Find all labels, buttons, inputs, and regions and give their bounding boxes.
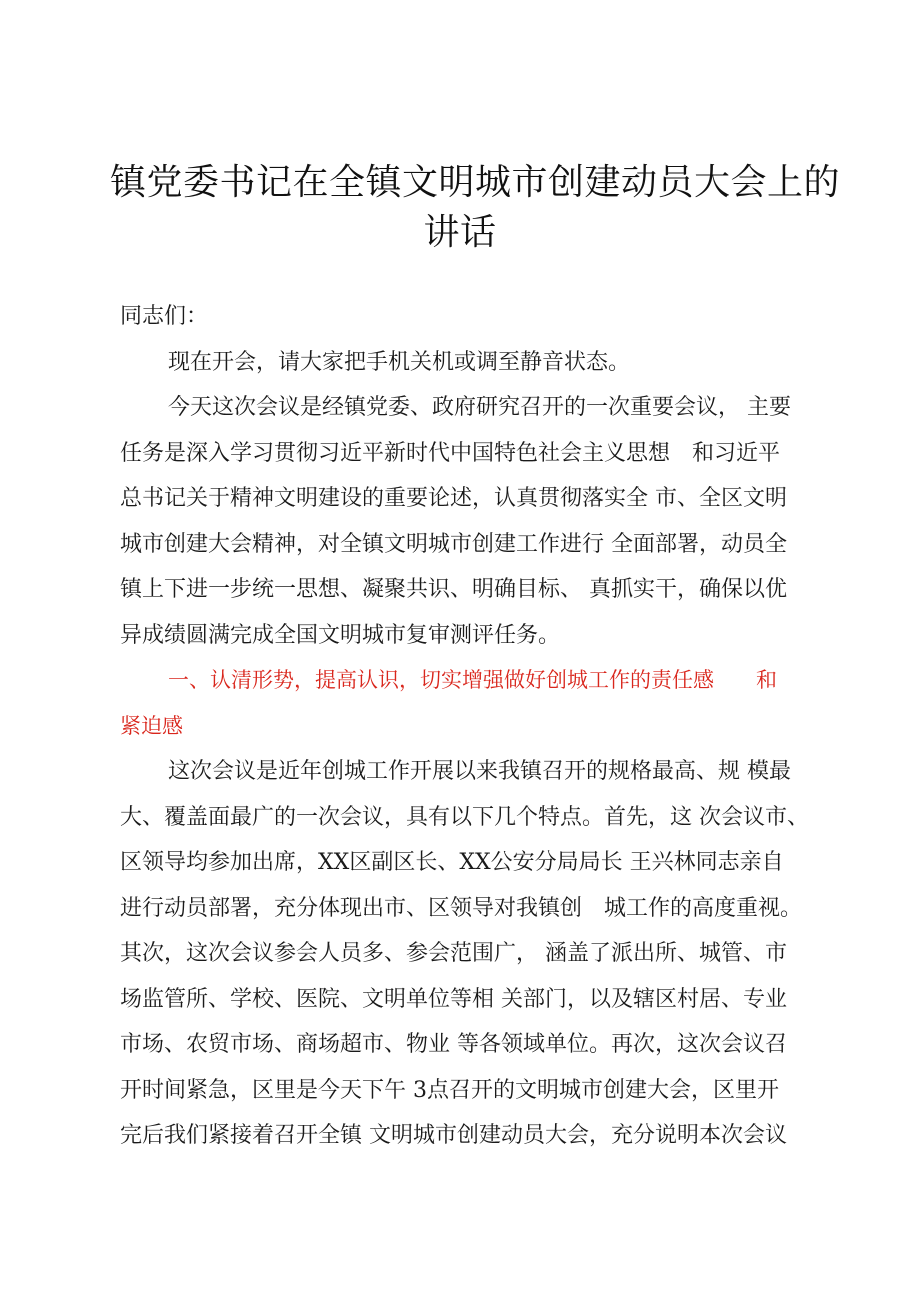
paragraph-line: 镇上下进一步统一思想、凝聚共识、明确目标、 真抓实干，确保以优	[120, 577, 787, 602]
paragraph-line: 区领导均参加出席，XX区副区长、XX公安分局局长 王兴林同志亲自	[120, 850, 784, 875]
paragraph-line: 今天这次会议是经镇党委、政府研究召开的一次重要会议， 主要	[168, 395, 791, 420]
paragraph-line: 市场、农贸市场、商场超市、物业 等各领域单位。再次，这次会议召	[120, 1032, 787, 1057]
paragraph-meeting-features	[120, 749, 820, 1159]
heading-line: 一、认清形势，提高认识，切实增强做好创城工作的责任感 和	[168, 668, 777, 692]
document-body	[120, 294, 820, 1159]
document-title	[110, 158, 841, 258]
section-heading-1	[120, 658, 820, 749]
paragraph-line: 任务是深入学习贯彻习近平新时代中国特色社会主义思想 和习近平	[120, 440, 781, 466]
paragraph-line: 城市创建大会精神，对全镇文明城市创建工作进行 全面部署，动员全	[120, 531, 787, 557]
paragraph-meeting-purpose	[120, 385, 820, 658]
greeting-text: 同志们：	[120, 304, 209, 329]
paragraph-line: 进行动员部署，充分体现出市、区领导对我镇创 城工作的高度重视。	[120, 895, 803, 921]
paragraph-line: 开时间紧急，区里是今天下午 3点召开的文明城市创建大会，区里开	[120, 1077, 779, 1103]
paragraph-line: 完后我们紧接着召开全镇 文明城市创建动员大会，充分说明本次会议	[120, 1123, 787, 1148]
heading-line: 紧迫感	[120, 713, 183, 738]
paragraph-line: 异成绩圆满完成全国文明城市复审测评任务。	[120, 622, 561, 648]
paragraph-line: 场监管所、学校、医院、文明单位等相 关部门，以及辖区村居、专业	[120, 986, 787, 1012]
title-line-2: 讲话	[423, 212, 497, 253]
paragraph-line: 其次，这次会议参会人员多、参会范围广， 涵盖了派出所、城管、市	[120, 941, 787, 966]
title-line-1: 镇党委书记在全镇文明城市创建动员大会上的	[110, 162, 841, 203]
paragraph-line: 大、覆盖面最广的一次会议，具有以下几个特点。首先，这 次会议市、	[120, 804, 809, 830]
paragraph-line: 现在开会，请大家把手机关机或调至静音状态。	[168, 349, 631, 375]
paragraph-line: 这次会议是近年创城工作开展以来我镇召开的规格最高、规 模最	[168, 759, 791, 784]
greeting	[120, 294, 820, 340]
paragraph-opening	[120, 340, 820, 386]
paragraph-line: 总书记关于精神文明建设的重要论述，认真贯彻落实全 市、全区文明	[120, 486, 787, 511]
